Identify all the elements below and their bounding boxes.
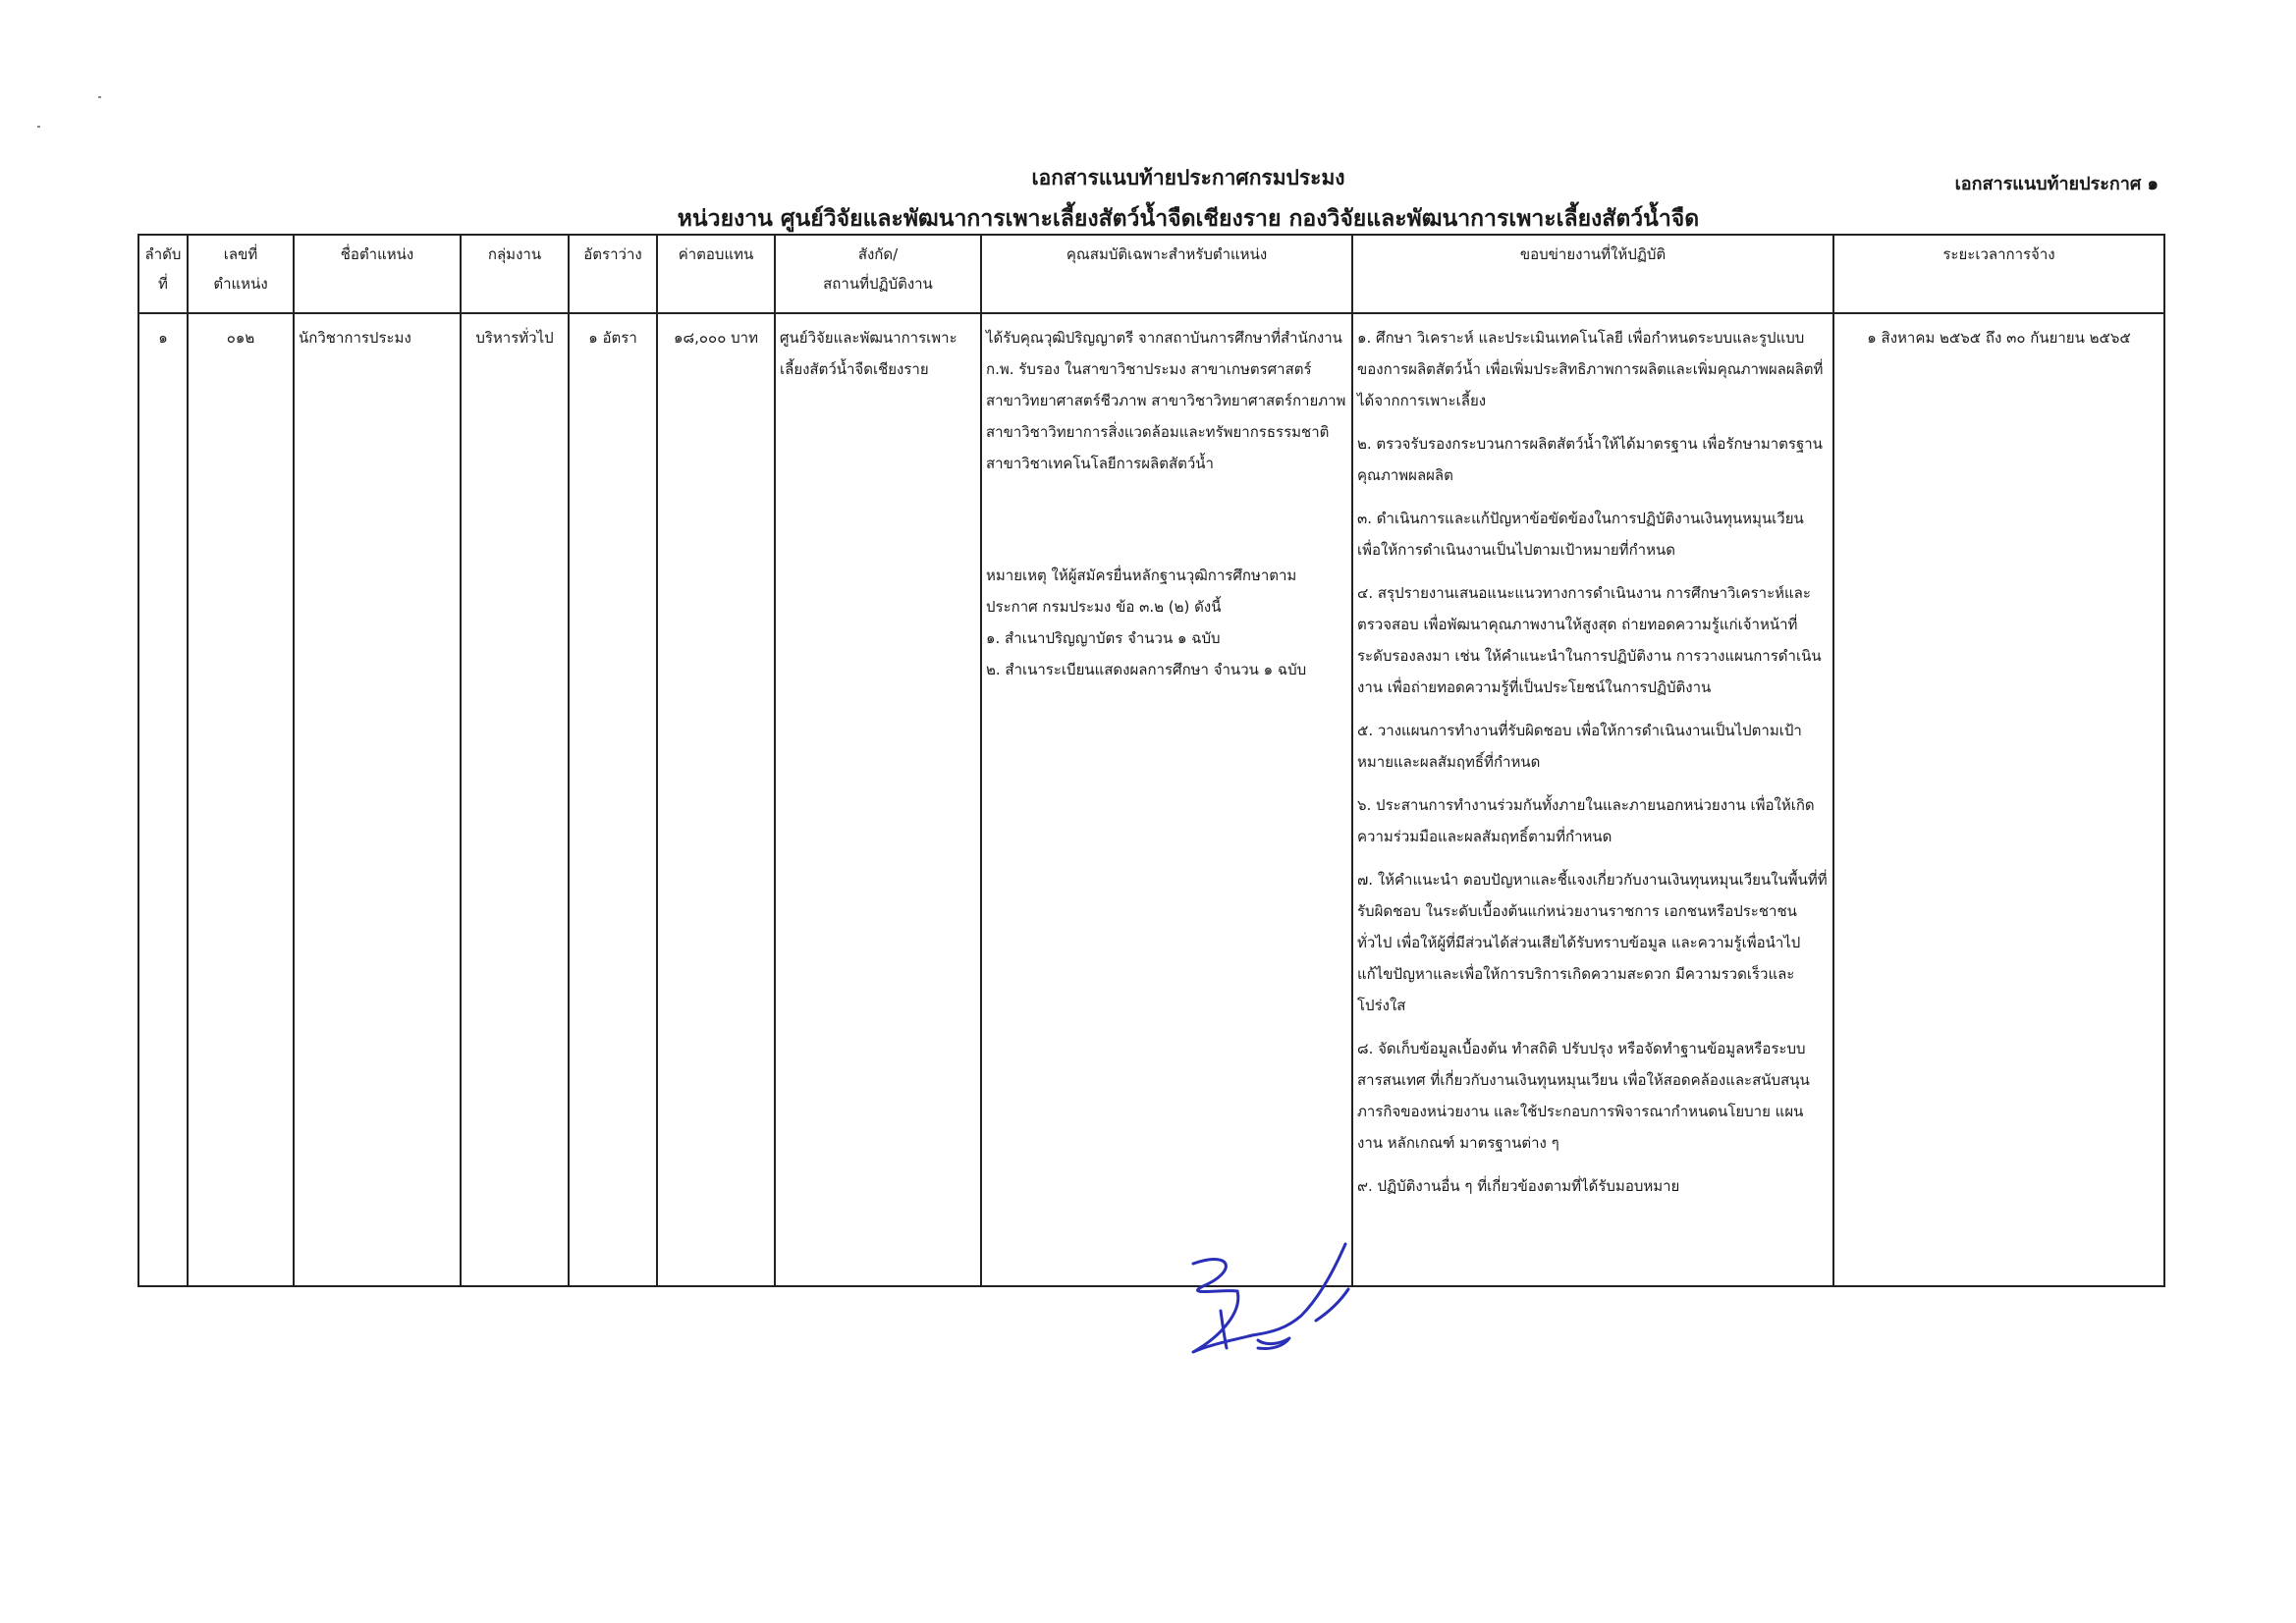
cell-vacancy: ๑ อัตรา [569, 313, 657, 1286]
scan-speck [98, 96, 101, 98]
qualification-text: ได้รับคุณวุฒิปริญญาตรี จากสถาบันการศึกษาที่สำนักงาน ก.พ. รับรอง ในสาขาวิชาประมง สาขาเกษตรศาสตร์ สาขาวิทยาศาสตร์ชีวภาพ สาขาวิชาวิทยาศาสตร์กายภาพ สาขาวิชาวิทยาการสิ่งแวดล้อมและทรัพยากรธรรมชาติ สาขาวิชาเทคโนโลยีการผลิตสัตว์น้ำ [986, 329, 1346, 472]
header-seq-line1: ลำดับ [144, 245, 182, 263]
header-affiliation [775, 235, 981, 313]
header-affiliation-line2: สถานที่ปฏิบัติงาน [823, 275, 933, 293]
header-vacancy: อัตราว่าง [569, 235, 657, 313]
scope-item: ๘. จัดเก็บข้อมูลเบื้องต้น ทำสถิติ ปรับปรุง หรือจัดทำฐานข้อมูลหรือระบบสารสนเทศ ที่เกี่ยวกับงานเงินทุนหมุนเวียน เพื่อให้สอดคล้องและสนับสนุนภารกิจของหน่วยงาน และใช้ประกอบการพิจารณากำหนดนโยบาย แผนงาน หลักเกณฑ์ มาตรฐานต่าง ๆ [1357, 1040, 1810, 1152]
cell-period: ๑ สิงหาคม ๒๕๖๕ ถึง ๓๐ กันยายน ๒๕๖๕ [1833, 313, 2164, 1286]
scope-item: ๗. ให้คำแนะนำ ตอบปัญหาและชี้แจงเกี่ยวกับงานเงินทุนหมุนเวียนในพื้นที่ที่รับผิดชอบ ในระดับเบื้องต้นแก่หน่วยงานราชการ เอกชนหรือประชาชนทั่วไป เพื่อให้ผู้ที่มีส่วนได้ส่วนเสียได้รับทราบข้อมูล และความรู้เพื่อนำไปแก้ไขปัญหาและเพื่อให้การบริการเกิดความสะดวก มีความรวดเร็วและโปร่งใส [1357, 871, 1828, 1014]
cell-position-name: นักวิชาการประมง [294, 313, 461, 1286]
header-scope: ขอบข่ายงานที่ให้ปฏิบัติ [1352, 235, 1833, 313]
scope-item: ๖. ประสานการทำงานร่วมกันทั้งภายในและภายนอกหน่วยงาน เพื่อให้เกิดความร่วมมือและผลสัมฤทธิ์ตามที่กำหนด [1357, 796, 1815, 845]
cell-affiliation: ศูนย์วิจัยและพัฒนาการเพาะเลี้ยงสัตว์น้ำจืดเชียงราย [775, 313, 981, 1286]
position-table [137, 234, 2165, 1287]
scope-item: ๔. สรุปรายงานเสนอแนะแนวทางการดำเนินงาน การศึกษาวิเคราะห์และตรวจสอบ เพื่อพัฒนาคุณภาพงานให้สูงสุด ถ่ายทอดความรู้แก่เจ้าหน้าที่ระดับรองลงมา เช่น ให้คำแนะนำในการปฏิบัติงาน การวางแผนการดำเนินงาน เพื่อถ่ายทอดความรู้ที่เป็นประโยชน์ในการปฏิบัติงาน [1357, 584, 1822, 696]
scope-item: ๓. ดำเนินการและแก้ปัญหาข้อขัดข้องในการปฏิบัติงานเงินทุนหมุนเวียน เพื่อให้การดำเนินงานเป็นไปตามเป้าหมายที่กำหนด [1357, 510, 1804, 559]
note-block [986, 560, 1347, 685]
unit-heading: หน่วยงาน ศูนย์วิจัยและพัฒนาการเพาะเลี้ยงสัตว์น้ำจืดเชียงราย กองวิจัยและพัฒนาการเพาะเลี้ยงสัตว์น้ำจืด [677, 206, 1700, 232]
header-affiliation-line1: สังกัด/ [857, 245, 899, 263]
header-position-name: ชื่อตำแหน่ง [294, 235, 461, 313]
header-seq-line2: ที่ [158, 275, 168, 293]
header-position-no [188, 235, 294, 313]
cell-work-group: บริหารทั่วไป [461, 313, 569, 1286]
table-row [138, 313, 2164, 1286]
cell-seq: ๑ [138, 313, 188, 1286]
header-qualification: คุณสมบัติเฉพาะสำหรับตำแหน่ง [981, 235, 1352, 313]
header-seq [138, 235, 188, 313]
scope-item: ๕. วางแผนการทำงานที่รับผิดชอบ เพื่อให้การดำเนินงานเป็นไปตามเป้าหมายและผลสัมฤทธิ์ที่กำหนด [1357, 722, 1802, 771]
scope-item: ๒. ตรวจรับรองกระบวนการผลิตสัตว์น้ำให้ได้มาตรฐาน เพื่อรักษามาตรฐานคุณภาพผลผลิต [1357, 435, 1823, 484]
note-item: ๑. สำเนาปริญญาบัตร จำนวน ๑ ฉบับ [986, 629, 1221, 647]
attachment-label: เอกสารแนบท้ายประกาศ ๑ [1954, 174, 2159, 194]
header-salary: ค่าตอบแทน [657, 235, 775, 313]
header-period: ระยะเวลาการจ้าง [1833, 235, 2164, 313]
header-posno-line2: ตำแหน่ง [213, 275, 268, 293]
scan-speck [37, 126, 40, 128]
scope-item: ๙. ปฏิบัติงานอื่น ๆ ที่เกี่ยวข้องตามที่ได้รับมอบหมาย [1357, 1177, 1680, 1195]
note-item: ๒. สำเนาระเบียนแสดงผลการศึกษา จำนวน ๑ ฉบับ [986, 661, 1307, 678]
signature-icon [1164, 1242, 1360, 1370]
cell-salary: ๑๘,๐๐๐ บาท [657, 313, 775, 1286]
cell-position-no: ๐๑๒ [188, 313, 294, 1286]
cell-scope [1352, 313, 1833, 1286]
note-intro: หมายเหตุ ให้ผู้สมัครยื่นหลักฐานวุฒิการศึกษาตามประกาศ กรมประมง ข้อ ๓.๒ (๒) ดังนี้ [986, 567, 1297, 616]
table-header-row [138, 235, 2164, 313]
document-title: เอกสารแนบท้ายประกาศกรมประมง [1031, 166, 1345, 189]
header-posno-line1: เลขที่ [223, 245, 258, 263]
header-work-group: กลุ่มงาน [461, 235, 569, 313]
cell-qualification [981, 313, 1352, 1286]
scope-item: ๑. ศึกษา วิเคราะห์ และประเมินเทคโนโลยี เพื่อกำหนดระบบและรูปแบบของการผลิตสัตว์น้ำ เพื่อเพิ่มประสิทธิภาพการผลิตและเพิ่มคุณภาพผลผลิตที่ได้จากการเพาะเลี้ยง [1357, 329, 1824, 409]
